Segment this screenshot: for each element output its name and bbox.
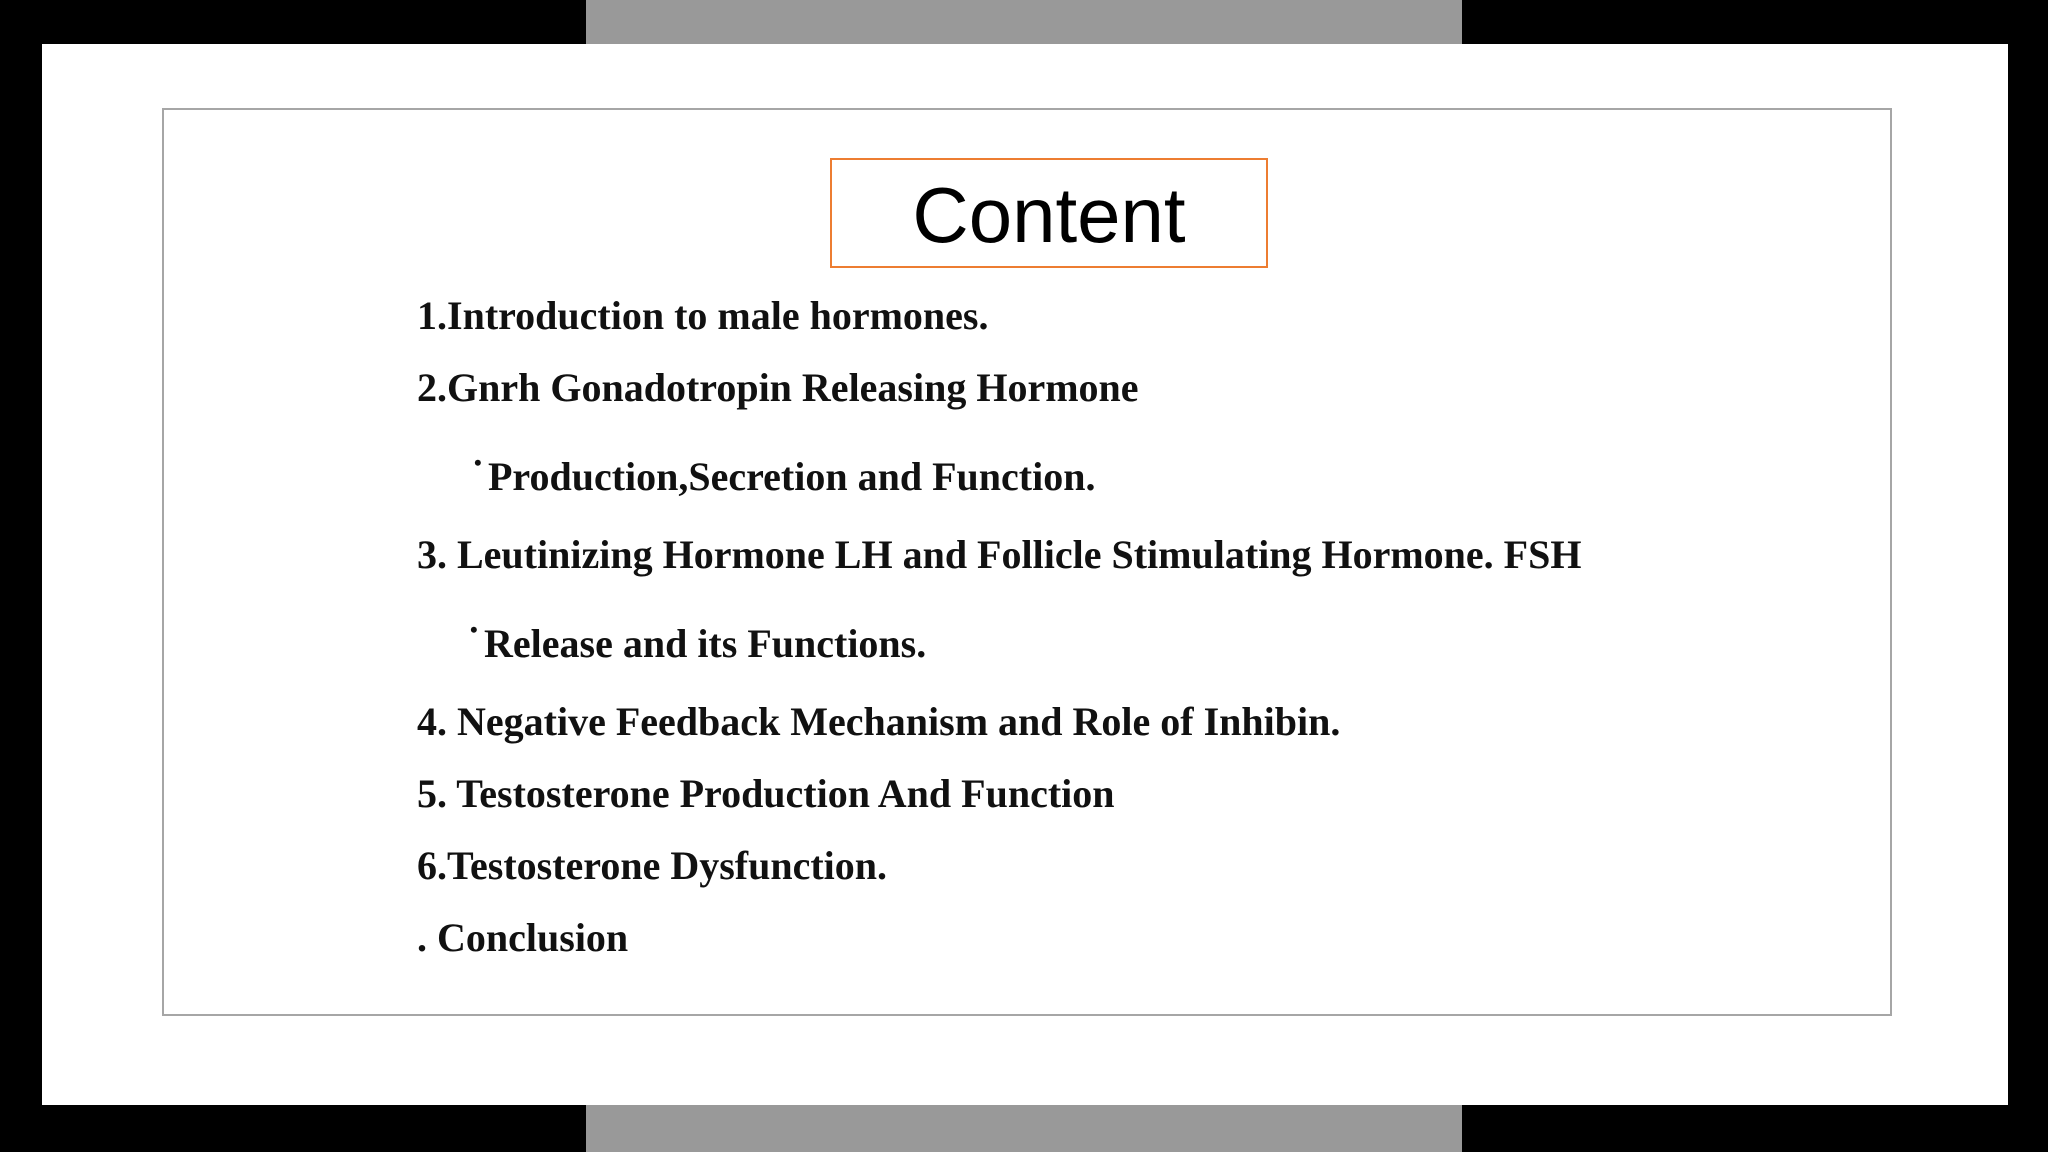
toc-subitem-3: Release and its Functions.: [484, 621, 927, 666]
toc-item-2: 2.Gnrh Gonadotropin Releasing Hormone: [417, 365, 1139, 410]
toc-item-1: 1.Introduction to male hormones.: [417, 293, 989, 338]
top-bar: [586, 0, 1462, 46]
toc-item-5: 5. Testosterone Production And Function: [417, 771, 1115, 816]
toc-item-3: 3. Leutinizing Hormone LH and Follicle Stimulating Hormone. FSH: [417, 532, 1582, 577]
toc-subitem-2: Production,Secretion and Function.: [488, 454, 1096, 499]
bottom-bar: [586, 1104, 1462, 1152]
bullet-icon: •: [470, 617, 478, 642]
toc-item-6: 6.Testosterone Dysfunction.: [417, 843, 888, 888]
title-box: [830, 158, 1268, 268]
toc-item-4: 4. Negative Feedback Mechanism and Role of Inhibin.: [417, 699, 1341, 744]
toc-item-conclusion: . Conclusion: [417, 915, 629, 960]
slide: [42, 44, 2008, 1105]
slide-title: Content: [912, 171, 1186, 259]
bullet-icon: •: [474, 450, 482, 475]
